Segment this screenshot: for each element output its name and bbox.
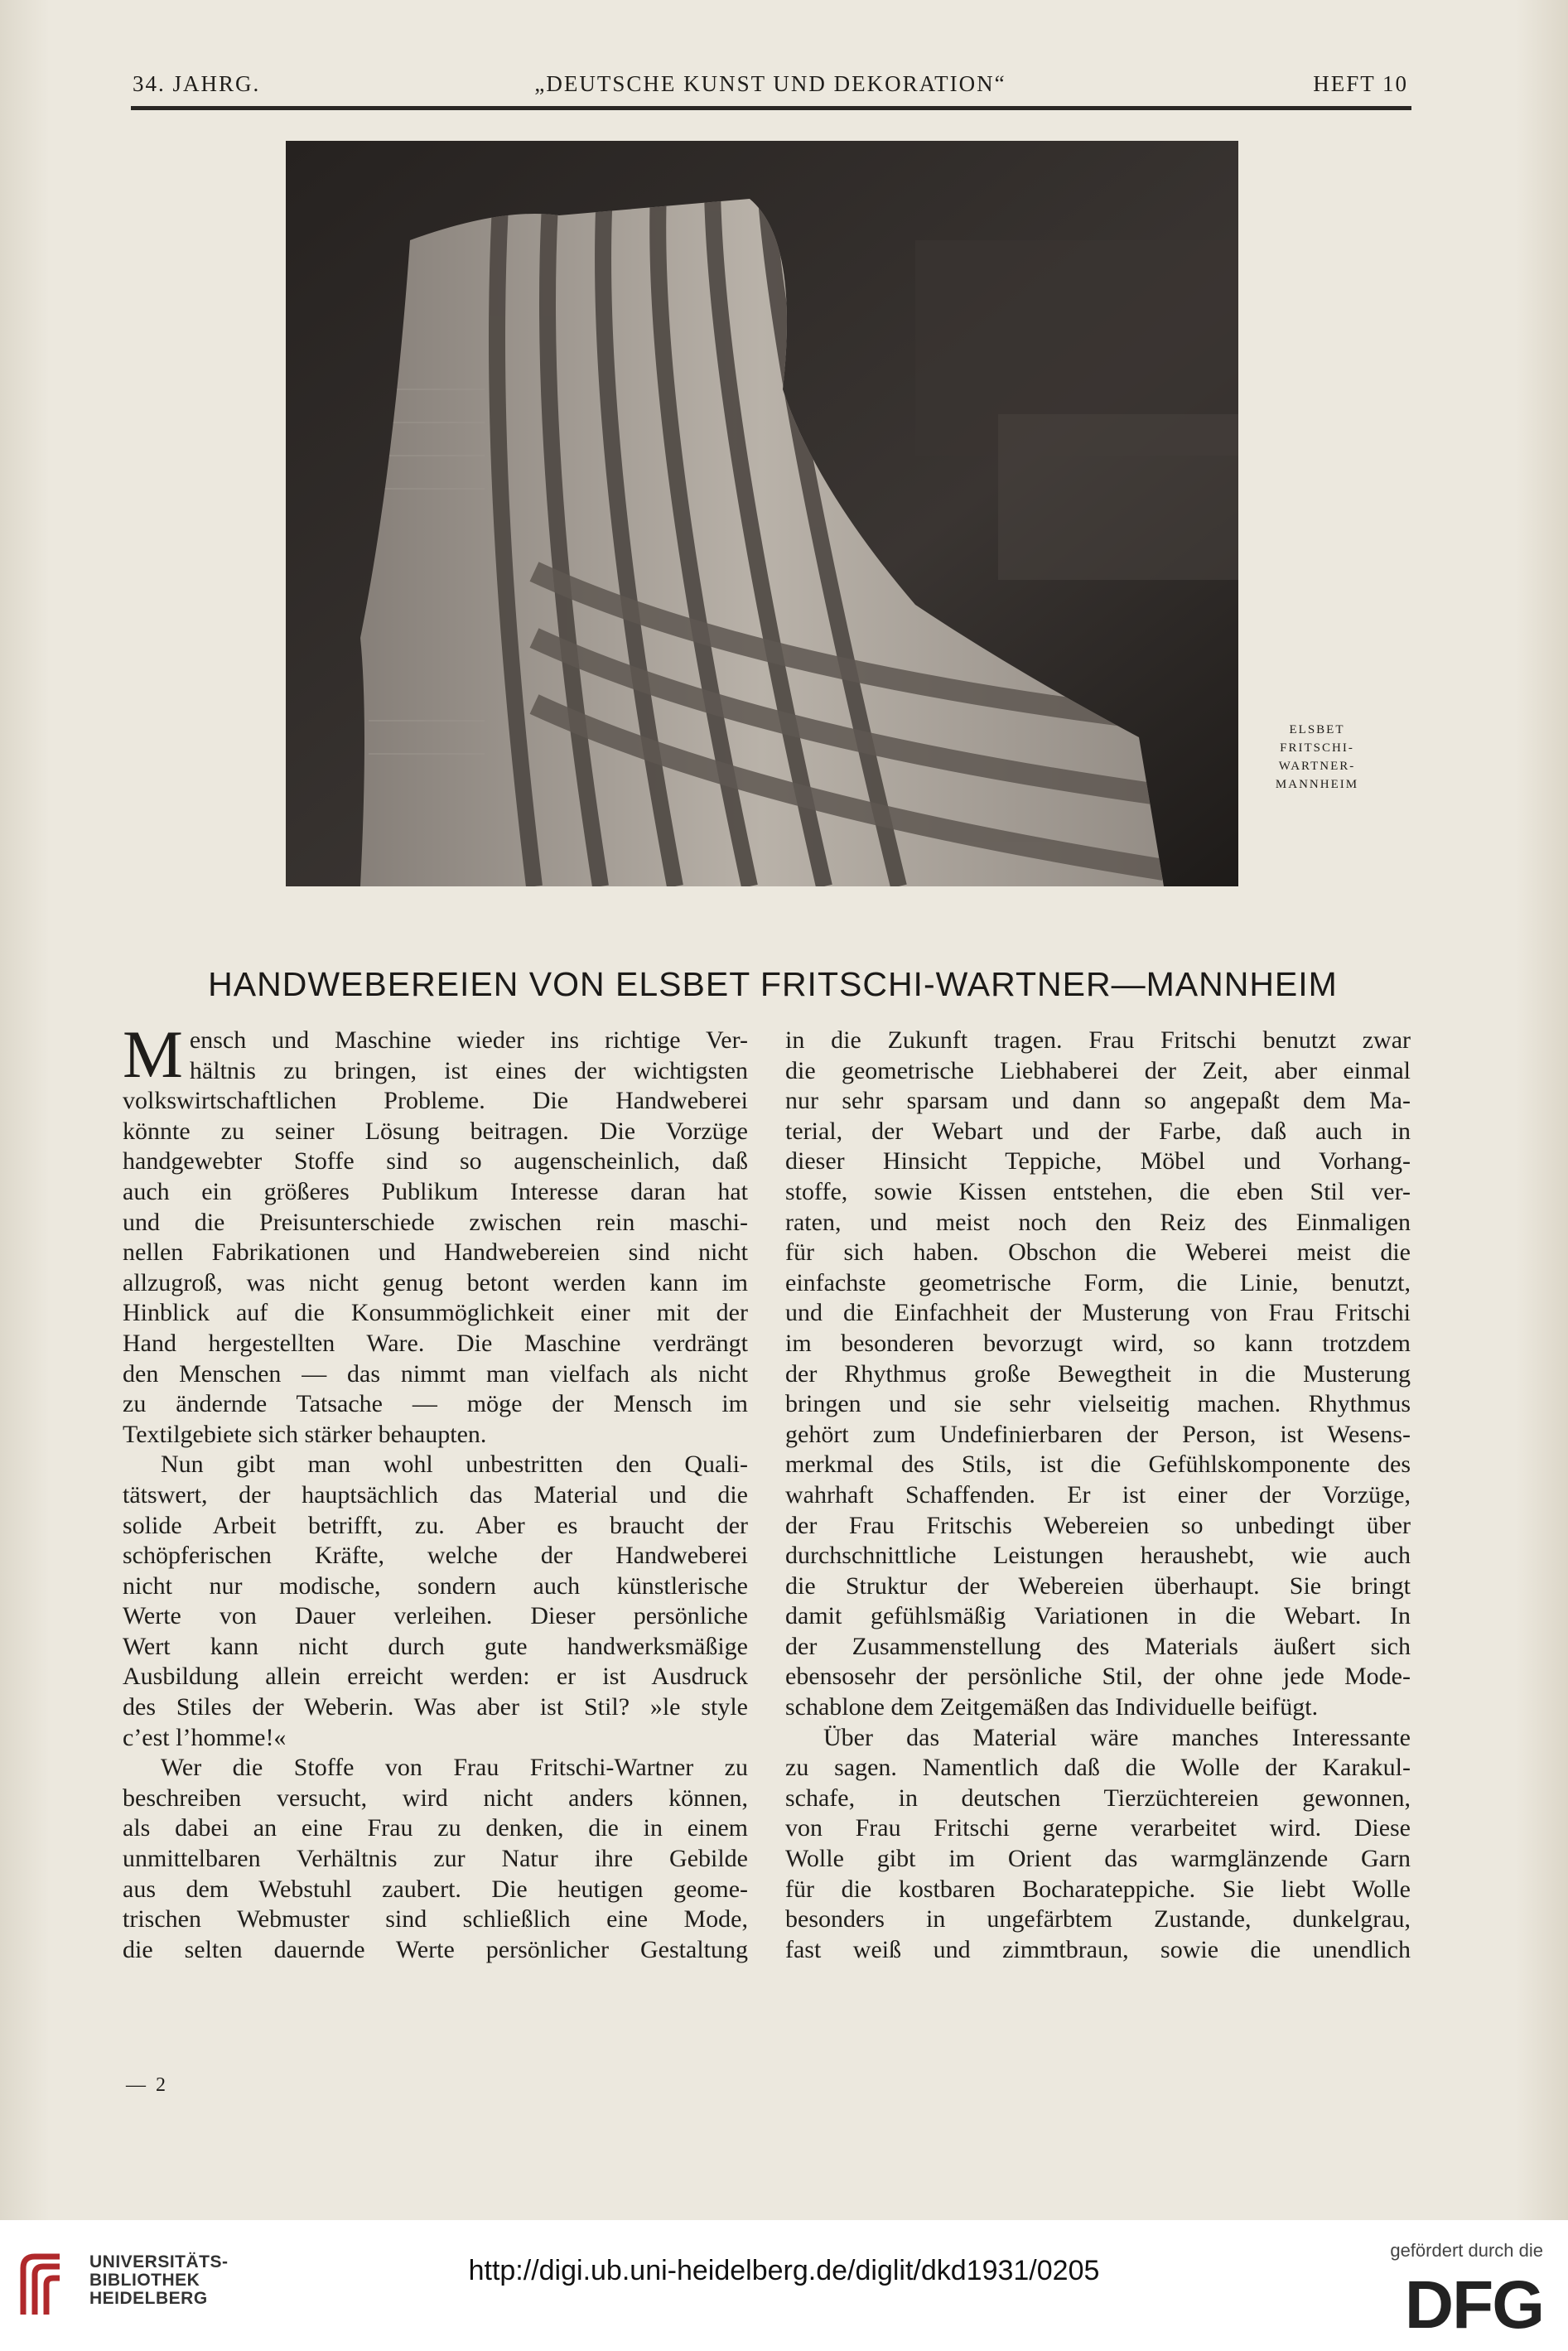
text-line: und die Einfachheit der Musterung von Frau Fritschi <box>785 1299 1411 1327</box>
text-line: Hinblick auf die Konsummöglichkeit einer mit der <box>123 1299 748 1327</box>
text-line: schöpferischen Kräfte, welche der Handweberei <box>123 1542 748 1570</box>
text-line: aus dem Webstuhl zaubert. Die heutigen geome- <box>123 1875 748 1903</box>
text-line: allzugroß, was nicht genug betont werden kann im <box>123 1268 748 1296</box>
library-name-line: HEIDELBERG <box>89 2289 208 2308</box>
text-line: damit gefühlsmäßig Variationen in die Webart. In <box>785 1602 1411 1630</box>
text-line: handgewebter Stoffe sind so augenscheinlich, daß <box>123 1147 748 1176</box>
text-line: terial, der Webart und der Farbe, daß auch in <box>785 1117 1411 1145</box>
caption-line: FRITSCHI- <box>1280 741 1354 755</box>
caption-line: MANNHEIM <box>1275 778 1359 791</box>
text-line: Wer die Stoffe von Frau Fritschi-Wartner zu <box>161 1754 748 1782</box>
text-line: für sich haben. Obschon die Weberei meist die <box>785 1238 1411 1267</box>
drop-cap: M <box>123 1016 183 1092</box>
text-line: fast weiß und zimmtbraun, sowie die unendlich <box>785 1935 1411 1963</box>
text-line: zu ändernde Tatsache — möge der Mensch im <box>123 1390 748 1418</box>
text-line: stoffe, sowie Kissen entstehen, die eben Stil ver- <box>785 1177 1411 1205</box>
issue-label: HEFT 10 <box>1313 71 1408 96</box>
text-line: dieser Hinsicht Teppiche, Möbel und Vorhang- <box>785 1147 1411 1176</box>
text-line: ensch und Maschine wieder ins richtige Ver- <box>189 1026 748 1054</box>
text-line: gehört zum Undefinierbaren der Person, ist Wesens- <box>785 1420 1411 1448</box>
text-line: nellen Fabrikationen und Handwebereien sind nicht <box>123 1238 748 1267</box>
woven-blanket-photo <box>286 141 1238 886</box>
text-line: schafe, in deutschen Tierzüchtereien gewonnen, <box>785 1784 1411 1812</box>
text-line: als dabei an eine Frau zu denken, die in einem <box>123 1814 748 1842</box>
text-line: Hand hergestellten Ware. Die Maschine verdrängt <box>123 1329 748 1357</box>
text-line: Über das Material wäre manches Interessante <box>823 1723 1411 1751</box>
text-line: raten, und meist noch den Reiz des Einmaligen <box>785 1208 1411 1236</box>
text-line: für die kostbaren Bocharateppiche. Sie liebt Wolle <box>785 1875 1411 1903</box>
opening-paragraph <box>123 1016 748 1092</box>
header-rule <box>131 106 1411 110</box>
text-line: Textilgebiete sich stärker behaupten. <box>123 1420 487 1448</box>
article-headline: HANDWEBEREIEN VON ELSBET FRITSCHI-WARTNER—MANNHEIM <box>208 965 1338 1003</box>
text-line: der Frau Fritschis Webereien so unbedingt über <box>785 1511 1411 1539</box>
text-line: Nun gibt man wohl unbestritten den Quali- <box>161 1451 748 1479</box>
text-line: bringen und sie sehr vielseitig machen. Rhythmus <box>785 1390 1411 1418</box>
journal-title: „DEUTSCHE KUNST UND DEKORATION“ <box>534 71 1006 96</box>
text-line: hältnis zu bringen, ist eines der wichtigsten <box>189 1056 748 1084</box>
text-line: den Menschen — das nimmt man vielfach als nicht <box>123 1359 748 1388</box>
text-line: beschreiben versucht, wird nicht anders können, <box>123 1784 748 1812</box>
text-line: des Stiles der Weberin. Was aber ist Stil? »le style <box>123 1693 748 1721</box>
article-column-right <box>785 1026 1411 1965</box>
text-line: und die Preisunterschiede zwischen rein maschi- <box>123 1208 748 1236</box>
text-line: im besonderen bevorzugt wird, so kann trotzdem <box>785 1329 1411 1357</box>
text-line: die Struktur der Webereien überhaupt. Sie bringt <box>785 1571 1411 1600</box>
text-line: die geometrische Liebhaberei der Zeit, aber einmal <box>785 1056 1411 1084</box>
text-line: c’est l’homme!« <box>123 1723 287 1751</box>
text-line: merkmal des Stils, ist die Gefühlskomponente des <box>785 1451 1411 1479</box>
text-line: von Frau Fritschi gerne verarbeitet wird. Diese <box>785 1814 1411 1842</box>
funding-note: gefördert durch die <box>1390 2240 1543 2261</box>
photo-caption <box>1251 721 1383 794</box>
text-line: die selten dauernde Werte persönlicher Gestaltung <box>123 1935 748 1963</box>
text-line: der Rhythmus große Bewegtheit in die Musterung <box>785 1359 1411 1388</box>
text-line: Wolle gibt im Orient das warmglänzende Garn <box>785 1845 1411 1873</box>
text-line: einfachste geometrische Form, die Linie, benutzt, <box>785 1268 1411 1296</box>
source-url-link[interactable]: http://digi.ub.uni-heidelberg.de/diglit/dkd1931/0205 <box>468 2255 1100 2286</box>
text-line: Werte von Dauer verleihen. Dieser persönliche <box>123 1602 748 1630</box>
text-line: unmittelbaren Verhältnis zur Natur ihre Gebilde <box>123 1845 748 1873</box>
text-line: durchschnittliche Leistungen heraushebt, wie auch <box>785 1542 1411 1570</box>
volume-label: 34. JAHRG. <box>133 71 261 96</box>
library-name-line: UNIVERSITÄTS- <box>89 2252 229 2271</box>
text-line: nicht nur modische, sondern auch künstlerische <box>123 1571 748 1600</box>
page-number: — 2 <box>126 2074 168 2096</box>
text-line: in die Zukunft tragen. Frau Fritschi benutzt zwar <box>785 1026 1411 1054</box>
text-line: auch ein größeres Publikum Interesse daran hat <box>123 1177 748 1205</box>
article-column-left <box>123 1016 748 1965</box>
text-line: tätswert, der hauptsächlich das Material und die <box>123 1480 748 1509</box>
blanket-image <box>286 141 1238 886</box>
text-line: könnte zu seiner Lösung beitragen. Die Vorzüge <box>123 1117 748 1145</box>
dfg-logo: DFG <box>1404 2267 1543 2343</box>
text-line: der Zusammenstellung des Materials äußert sich <box>785 1632 1411 1660</box>
text-line: volkswirtschaftlichen Probleme. Die Handweberei <box>123 1087 748 1115</box>
text-line: nur sehr sparsam und dann so angepaßt dem Ma- <box>785 1087 1411 1115</box>
text-line: wahrhaft Schaffenden. Er ist einer der Vorzüge, <box>785 1480 1411 1509</box>
text-line: besonders in ungefärbtem Zustande, dunkelgrau, <box>785 1905 1411 1933</box>
text-line: Ausbildung allein erreicht werden: er ist Ausdruck <box>123 1663 748 1691</box>
text-line: ebensosehr der persönliche Stil, der ohne jede Mode- <box>785 1663 1411 1691</box>
library-name-line: BIBLIOTHEK <box>89 2271 200 2290</box>
running-head <box>133 71 1408 104</box>
caption-line: ELSBET <box>1289 723 1345 736</box>
text-line: Wert kann nicht durch gute handwerksmäßige <box>123 1632 748 1660</box>
text-line: zu sagen. Namentlich daß die Wolle der Karakul- <box>785 1754 1411 1782</box>
caption-line: WARTNER- <box>1278 760 1356 773</box>
text-line: solide Arbeit betrifft, zu. Aber es braucht der <box>123 1511 748 1539</box>
text-line: trischen Webmuster sind schließlich eine Mode, <box>123 1905 748 1933</box>
digitization-footer <box>0 2220 1568 2351</box>
text-line: schablone dem Zeitgemäßen das Individuelle beifügt. <box>785 1693 1319 1721</box>
